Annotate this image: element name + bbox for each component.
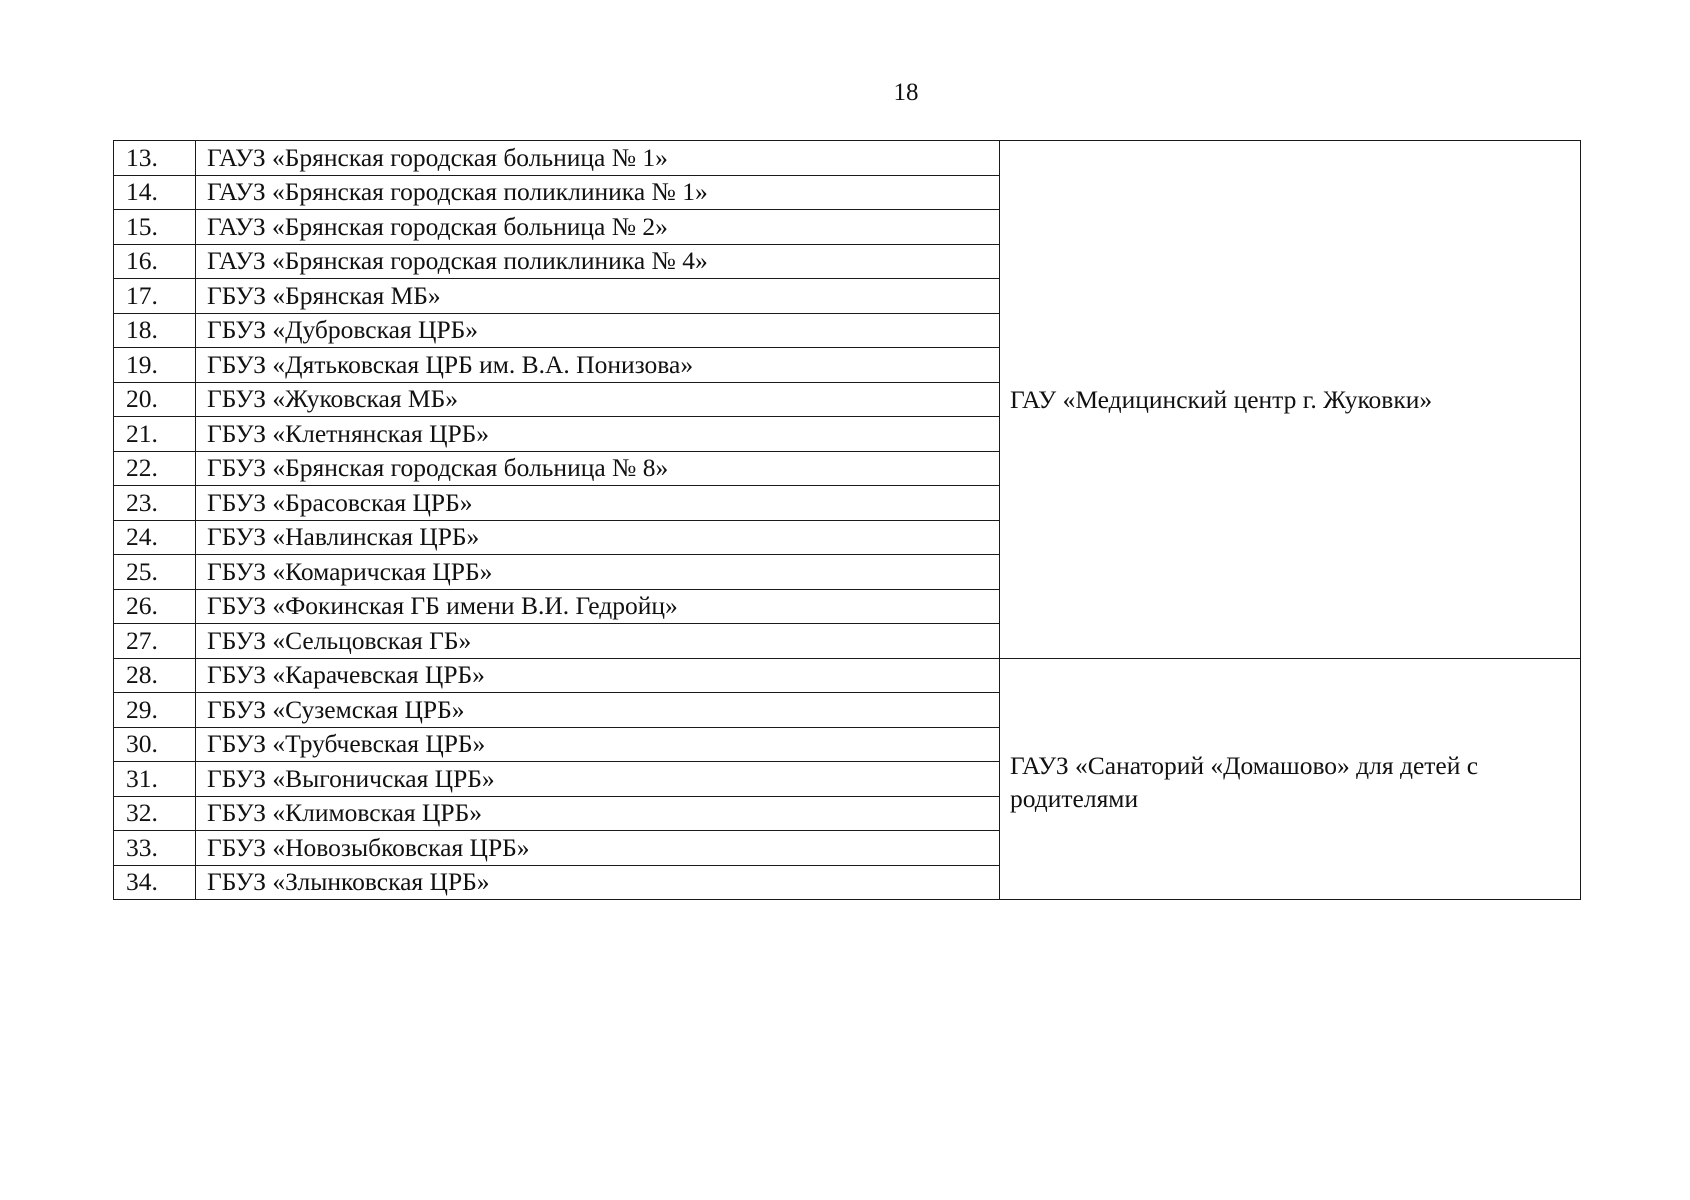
- institution-name: ГБУЗ «Фокинская ГБ имени В.И. Гедройц»: [196, 589, 1000, 624]
- institution-name: ГБУЗ «Трубчевская ЦРБ»: [196, 727, 1000, 762]
- institution-name: ГБУЗ «Клетнянская ЦРБ»: [196, 417, 1000, 452]
- row-number: 14.: [114, 175, 196, 210]
- institution-name: ГАУЗ «Брянская городская поликлиника № 4»: [196, 244, 1000, 279]
- institution-name: ГБУЗ «Брасовская ЦРБ»: [196, 486, 1000, 521]
- row-number: 27.: [114, 624, 196, 659]
- row-number: 34.: [114, 865, 196, 900]
- row-number: 25.: [114, 555, 196, 590]
- row-number: 24.: [114, 520, 196, 555]
- institutions-table: [113, 140, 1581, 900]
- row-number: 19.: [114, 348, 196, 383]
- table-row: [114, 658, 1581, 693]
- row-number: 16.: [114, 244, 196, 279]
- institution-name: ГБУЗ «Суземская ЦРБ»: [196, 693, 1000, 728]
- institution-name: ГБУЗ «Климовская ЦРБ»: [196, 796, 1000, 831]
- row-number: 15.: [114, 210, 196, 245]
- row-number: 32.: [114, 796, 196, 831]
- institution-name: ГБУЗ «Новозыбковская ЦРБ»: [196, 831, 1000, 866]
- institution-name: ГБУЗ «Дятьковская ЦРБ им. В.А. Понизова»: [196, 348, 1000, 383]
- row-number: 26.: [114, 589, 196, 624]
- institution-name: ГБУЗ «Брянская МБ»: [196, 279, 1000, 314]
- row-number: 29.: [114, 693, 196, 728]
- institution-name: ГБУЗ «Жуковская МБ»: [196, 382, 1000, 417]
- institution-name: ГБУЗ «Сельцовская ГБ»: [196, 624, 1000, 659]
- page-number: 18: [893, 79, 919, 106]
- row-number: 18.: [114, 313, 196, 348]
- row-number: 22.: [114, 451, 196, 486]
- institution-name: ГБУЗ «Карачевская ЦРБ»: [196, 658, 1000, 693]
- row-number: 21.: [114, 417, 196, 452]
- row-number: 31.: [114, 762, 196, 797]
- institution-name: ГБУЗ «Злынковская ЦРБ»: [196, 865, 1000, 900]
- institution-name: ГБУЗ «Комаричская ЦРБ»: [196, 555, 1000, 590]
- row-number: 28.: [114, 658, 196, 693]
- row-number: 13.: [114, 141, 196, 176]
- institution-name: ГБУЗ «Навлинская ЦРБ»: [196, 520, 1000, 555]
- institution-name: ГБУЗ «Дубровская ЦРБ»: [196, 313, 1000, 348]
- institution-name: ГБУЗ «Выгоничская ЦРБ»: [196, 762, 1000, 797]
- group-sanatorium-domashovo: ГАУЗ «Санаторий «Домашово» для детей с родителями: [1000, 658, 1581, 900]
- institution-name: ГАУЗ «Брянская городская больница № 1»: [196, 141, 1000, 176]
- row-number: 30.: [114, 727, 196, 762]
- row-number: 20.: [114, 382, 196, 417]
- institution-name: ГАУЗ «Брянская городская поликлиника № 1»: [196, 175, 1000, 210]
- row-number: 23.: [114, 486, 196, 521]
- institution-name: ГАУЗ «Брянская городская больница № 2»: [196, 210, 1000, 245]
- row-number: 33.: [114, 831, 196, 866]
- institution-name: ГБУЗ «Брянская городская больница № 8»: [196, 451, 1000, 486]
- table-row: [114, 141, 1581, 176]
- group-center-zhukovka: ГАУ «Медицинский центр г. Жуковки»: [1000, 141, 1581, 659]
- row-number: 17.: [114, 279, 196, 314]
